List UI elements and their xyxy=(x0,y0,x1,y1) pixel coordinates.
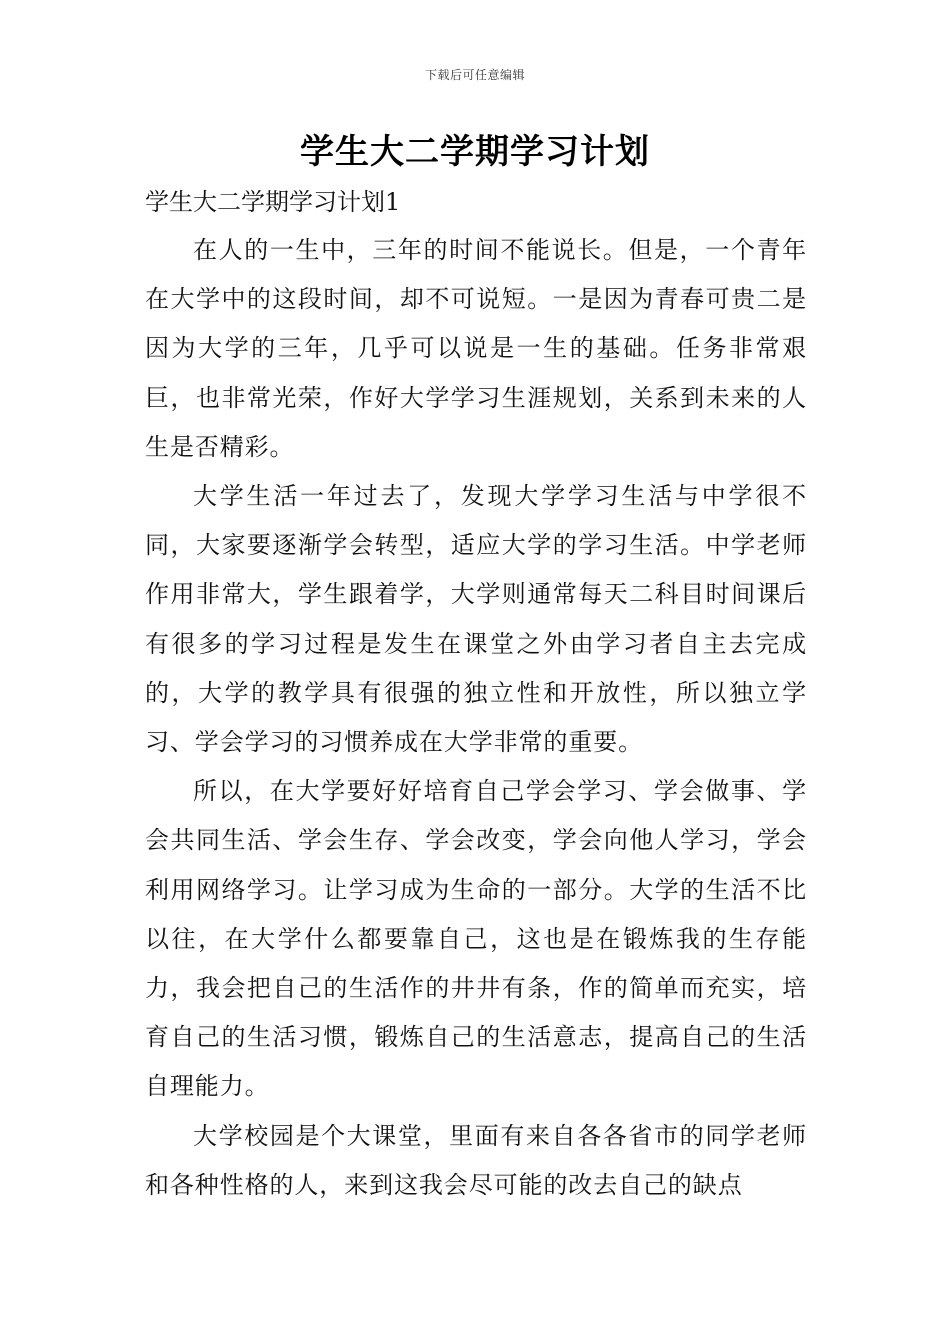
paragraph-3: 所以，在大学要好好培育自己学会学习、学会做事、学会共同生活、学会生存、学会改变，学会向他人学习，学会利用网络学习。让学习成为生命的一部分。大学的生活不比以往，在大学什么都要靠自己，这也是在锻炼我的生存能力，我会把自己的生活作的井井有条，作的简单而充实，培育自己的生活习惯，锻炼自己的生活意志，提高自己的生活自理能力。 xyxy=(145,777,807,1101)
header-note: 下载后可任意编辑 xyxy=(424,68,525,82)
paragraph-1: 在人的一生中，三年的时间不能说长。但是，一个青年在大学中的这段时间，却不可说短。一是因为青春可贵二是因为大学的三年，几乎可以说是一生的基础。任务非常艰巨，也非常光荣，作好大学学习生涯规划，关系到未来的人生是否精彩。 xyxy=(145,236,807,461)
paragraph-2: 大学生活一年过去了，发现大学学习生活与中学很不同，大家要逐渐学会转型，适应大学的学习生活。中学老师作用非常大，学生跟着学，大学则通常每天二科目时间课后有很多的学习过程是发生在课堂之外由学习者自主去完成的，大学的教学具有很强的独立性和开放性，所以独立学习、学会学习的习惯养成在大学非常的重要。 xyxy=(145,482,807,757)
section-heading: 学生大二学期学习计划1 xyxy=(145,188,401,216)
paragraph-4: 大学校园是个大课堂，里面有来自各各省市的同学老师和各种性格的人，来到这我会尽可能的改去自己的缺点 xyxy=(145,1121,807,1199)
document-body xyxy=(145,178,807,1210)
document-title: 学生大二学期学习计划 xyxy=(300,132,650,172)
